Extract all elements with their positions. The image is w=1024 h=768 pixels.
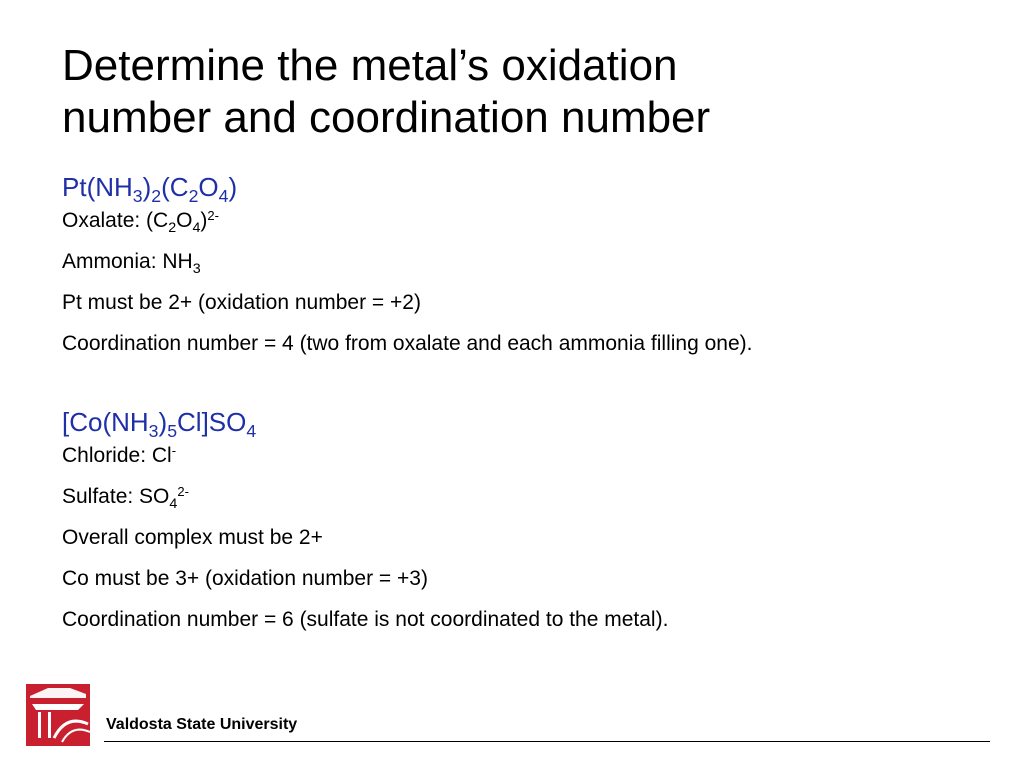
co-oxidation-line: Co must be 3+ (oxidation number = +3)	[62, 567, 428, 590]
slide-title	[62, 40, 1002, 144]
pt-coordination-line: Coordination number = 4 (two from oxalate and each ammonia filling one).	[62, 332, 753, 355]
footer-divider	[104, 741, 990, 742]
pt-complex-formula: $Pt(NH_3)_2(C_2O_4)$	[62, 172, 238, 207]
footer-university-name: Valdosta State University	[106, 716, 298, 733]
co-complex-formula: $[Co(NH_3)_5Cl]SO_4$	[62, 407, 257, 442]
sulfate-line: Sulfate: $SO_4^{2-}$	[62, 483, 189, 512]
co-coordination-line: Coordination number = 6 (sulfate is not coordinated to the metal).	[62, 608, 669, 631]
chloride-line: Chloride: Cl-	[62, 442, 177, 467]
oxalate-line: Oxalate: $(C_2O_4)^{2-}$	[62, 207, 219, 236]
slide-title-line-1: Determine the metal’s oxidation	[62, 41, 678, 90]
pt-oxidation-line: Pt must be 2+ (oxidation number = +2)	[62, 291, 421, 314]
section-platinum-complex	[62, 170, 1012, 372]
vsu-logo-icon	[26, 684, 90, 746]
slide-title-line-2: number and coordination number	[62, 93, 711, 142]
ammonia-line: Ammonia: $NH_3$	[62, 250, 201, 277]
overall-charge-line: Overall complex must be 2+	[62, 526, 323, 549]
section-cobalt-complex	[62, 405, 1012, 648]
